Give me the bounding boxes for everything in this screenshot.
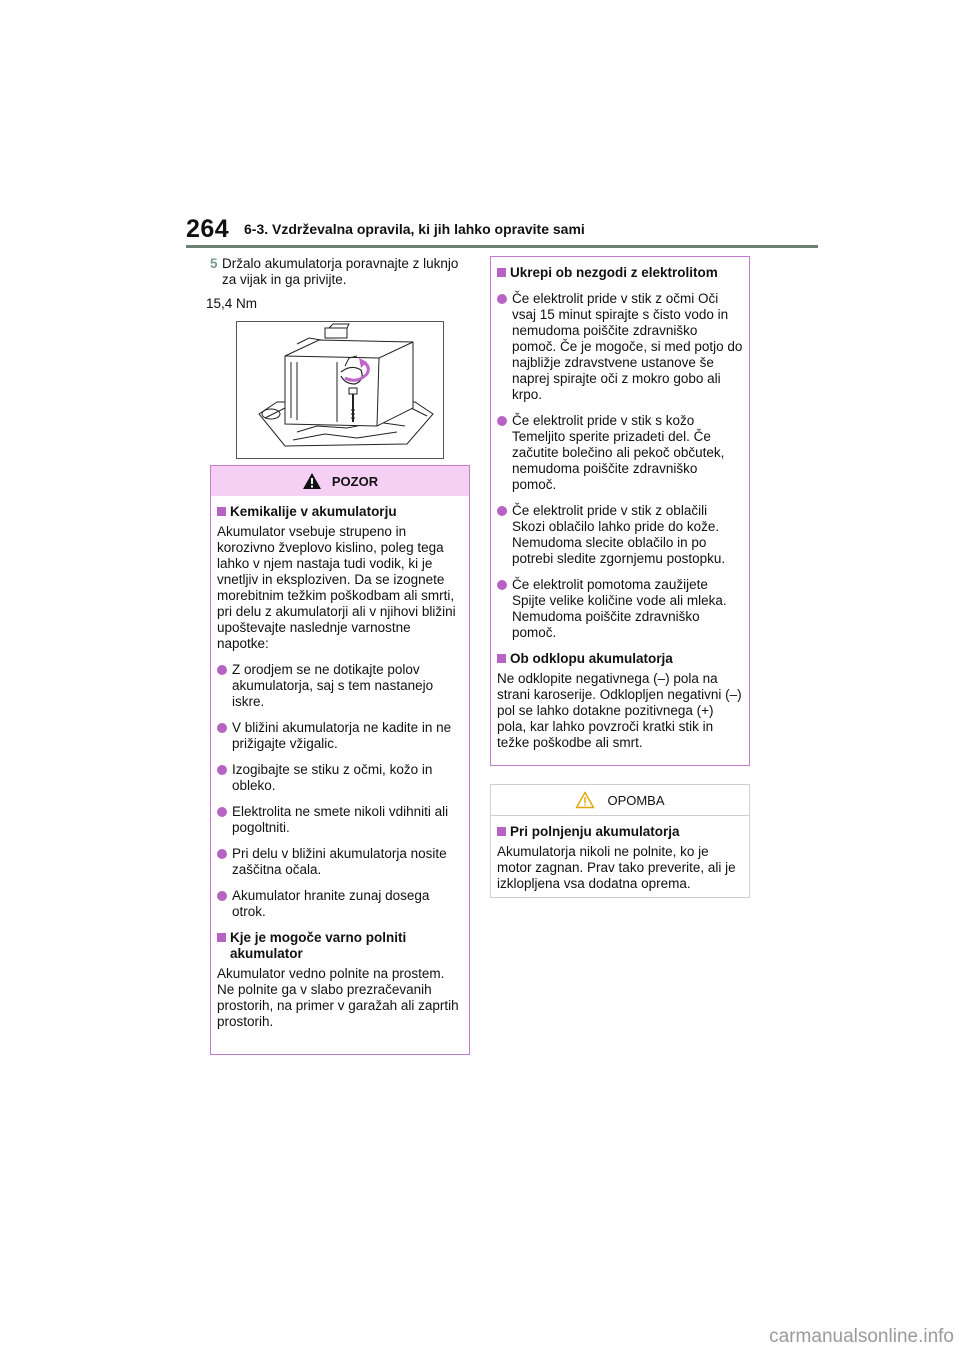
pozor-box [210,465,470,1055]
list-item: Če elektrolit pride v stik s kožo Temeljito sperite prizadeti del. Če začutite bolečino ali pekoč občutek, nemudoma poiščite zdravniško pomoč. [497,413,743,493]
section-heading: Ob odklopu akumulatorja [497,651,743,667]
square-bullet-icon [497,654,506,663]
dot-bullet-icon [217,665,227,675]
section-text: Ne odklopite negativnega (–) pola na strani karoserije. Odklopljen negativni (–) pol se lahko dotakne pozitivnega (+) pola, kar lahko povzroči kratki stik in težke poškodbe ali smrt. [497,671,742,750]
list-item: Če elektrolit pride v stik z očmi Oči vsaj 15 minut spirajte s čisto vodo in nemudoma poiščite zdravniško pomoč. Če je mogoče, si med potjo do najbližje zdravstvene ustanove še naprej spirajte oči z mokro gobo ali krpo. [497,291,743,403]
list-item: Pri delu v bližini akumulatorja nosite zaščitna očala. [217,846,463,878]
opomba-box [490,784,750,898]
caution-outline-icon [575,791,595,809]
dot-bullet-icon [497,294,507,304]
list-item: Akumulator hranite zunaj dosega otrok. [217,888,463,920]
section-heading: Kemikalije v akumulatorju [217,504,463,520]
list-item: Elektrolita ne smete nikoli vdihniti ali pogoltniti. [217,804,463,836]
step-5 [210,256,470,288]
dot-bullet-icon [217,807,227,817]
page-number: 264 [186,215,230,243]
list-item: Če elektrolit pomotoma zaužijete Spijte velike količine vode ali mleka. Nemudoma poiščite zdravniško pomoč. [497,577,743,641]
square-bullet-icon [497,268,506,277]
pozor-continued-body [491,257,749,759]
list-item: Izogibajte se stiku z očmi, kožo in obleko. [217,762,463,794]
dot-bullet-icon [497,580,507,590]
dot-bullet-icon [217,765,227,775]
pozor-continued-box [490,256,750,766]
opomba-title: OPOMBA [607,792,665,808]
dot-bullet-icon [217,849,227,859]
battery-drawing [237,322,443,458]
warning-icon [302,472,322,490]
dot-bullet-icon [497,506,507,516]
list-item: Z orodjem se ne dotikajte polov akumulatorja, saj s tem nastanejo iskre. [217,662,463,710]
left-column [206,256,470,311]
chapter-title: 6-3. Vzdrževalna opravila, ki jih lahko opravite sami [244,221,585,237]
watermark: carmanualsonline.info [769,1326,954,1347]
torque-value: 15,4 Nm [206,296,258,311]
list-item: Če elektrolit pride v stik z oblačili Skozi oblačilo lahko pride do kože. Nemudoma slecite oblačilo in po potrebi sledite zgornjemu postopku. [497,503,743,567]
dot-bullet-icon [217,723,227,733]
header-rule [186,245,818,248]
section-heading: Ukrepi ob nezgodi z elektrolitom [497,265,743,281]
pozor-body [211,496,469,1038]
square-bullet-icon [217,507,226,516]
pozor-title: POZOR [331,473,379,489]
opomba-header [491,785,749,816]
square-bullet-icon [217,933,226,942]
square-bullet-icon [497,827,506,836]
battery-illustration [236,321,444,459]
section-heading: Kje je mogoče varno polniti akumulator [217,930,463,962]
list-item: V bližini akumulatorja ne kadite in ne prižigajte vžigalic. [217,720,463,752]
dot-bullet-icon [497,416,507,426]
section-text: Akumulator vsebuje strupeno in korozivno žveplovo kislino, poleg tega lahko v njem nastaja tudi vodik, ki je vnetljiv in eksploziven. Da se izognete morebitnim težkim poškodbam ali smrti, pri delu z akumulatorji ali v njihovi bližini upoštevajte naslednje varnostne napotke: [217,524,456,651]
pozor-header [211,466,469,496]
section-text: Akumulatorja nikoli ne polnite, ko je motor zagnan. Prav tako preverite, ali je izklopljena vsa dodatna oprema. [497,844,736,891]
step-text: Držalo akumulatorja poravnajte z luknjo za vijak in ga privijte. [222,256,459,287]
section-text: Akumulator vedno polnite na prostem. Ne polnite ga v slabo prezračevanih prostorih, na primer v garažah ali zaprtih prostorih. [217,966,459,1029]
section-heading: Pri polnjenju akumulatorja [497,824,743,840]
step-number: 5 [210,256,218,271]
opomba-body [491,816,749,900]
dot-bullet-icon [217,891,227,901]
